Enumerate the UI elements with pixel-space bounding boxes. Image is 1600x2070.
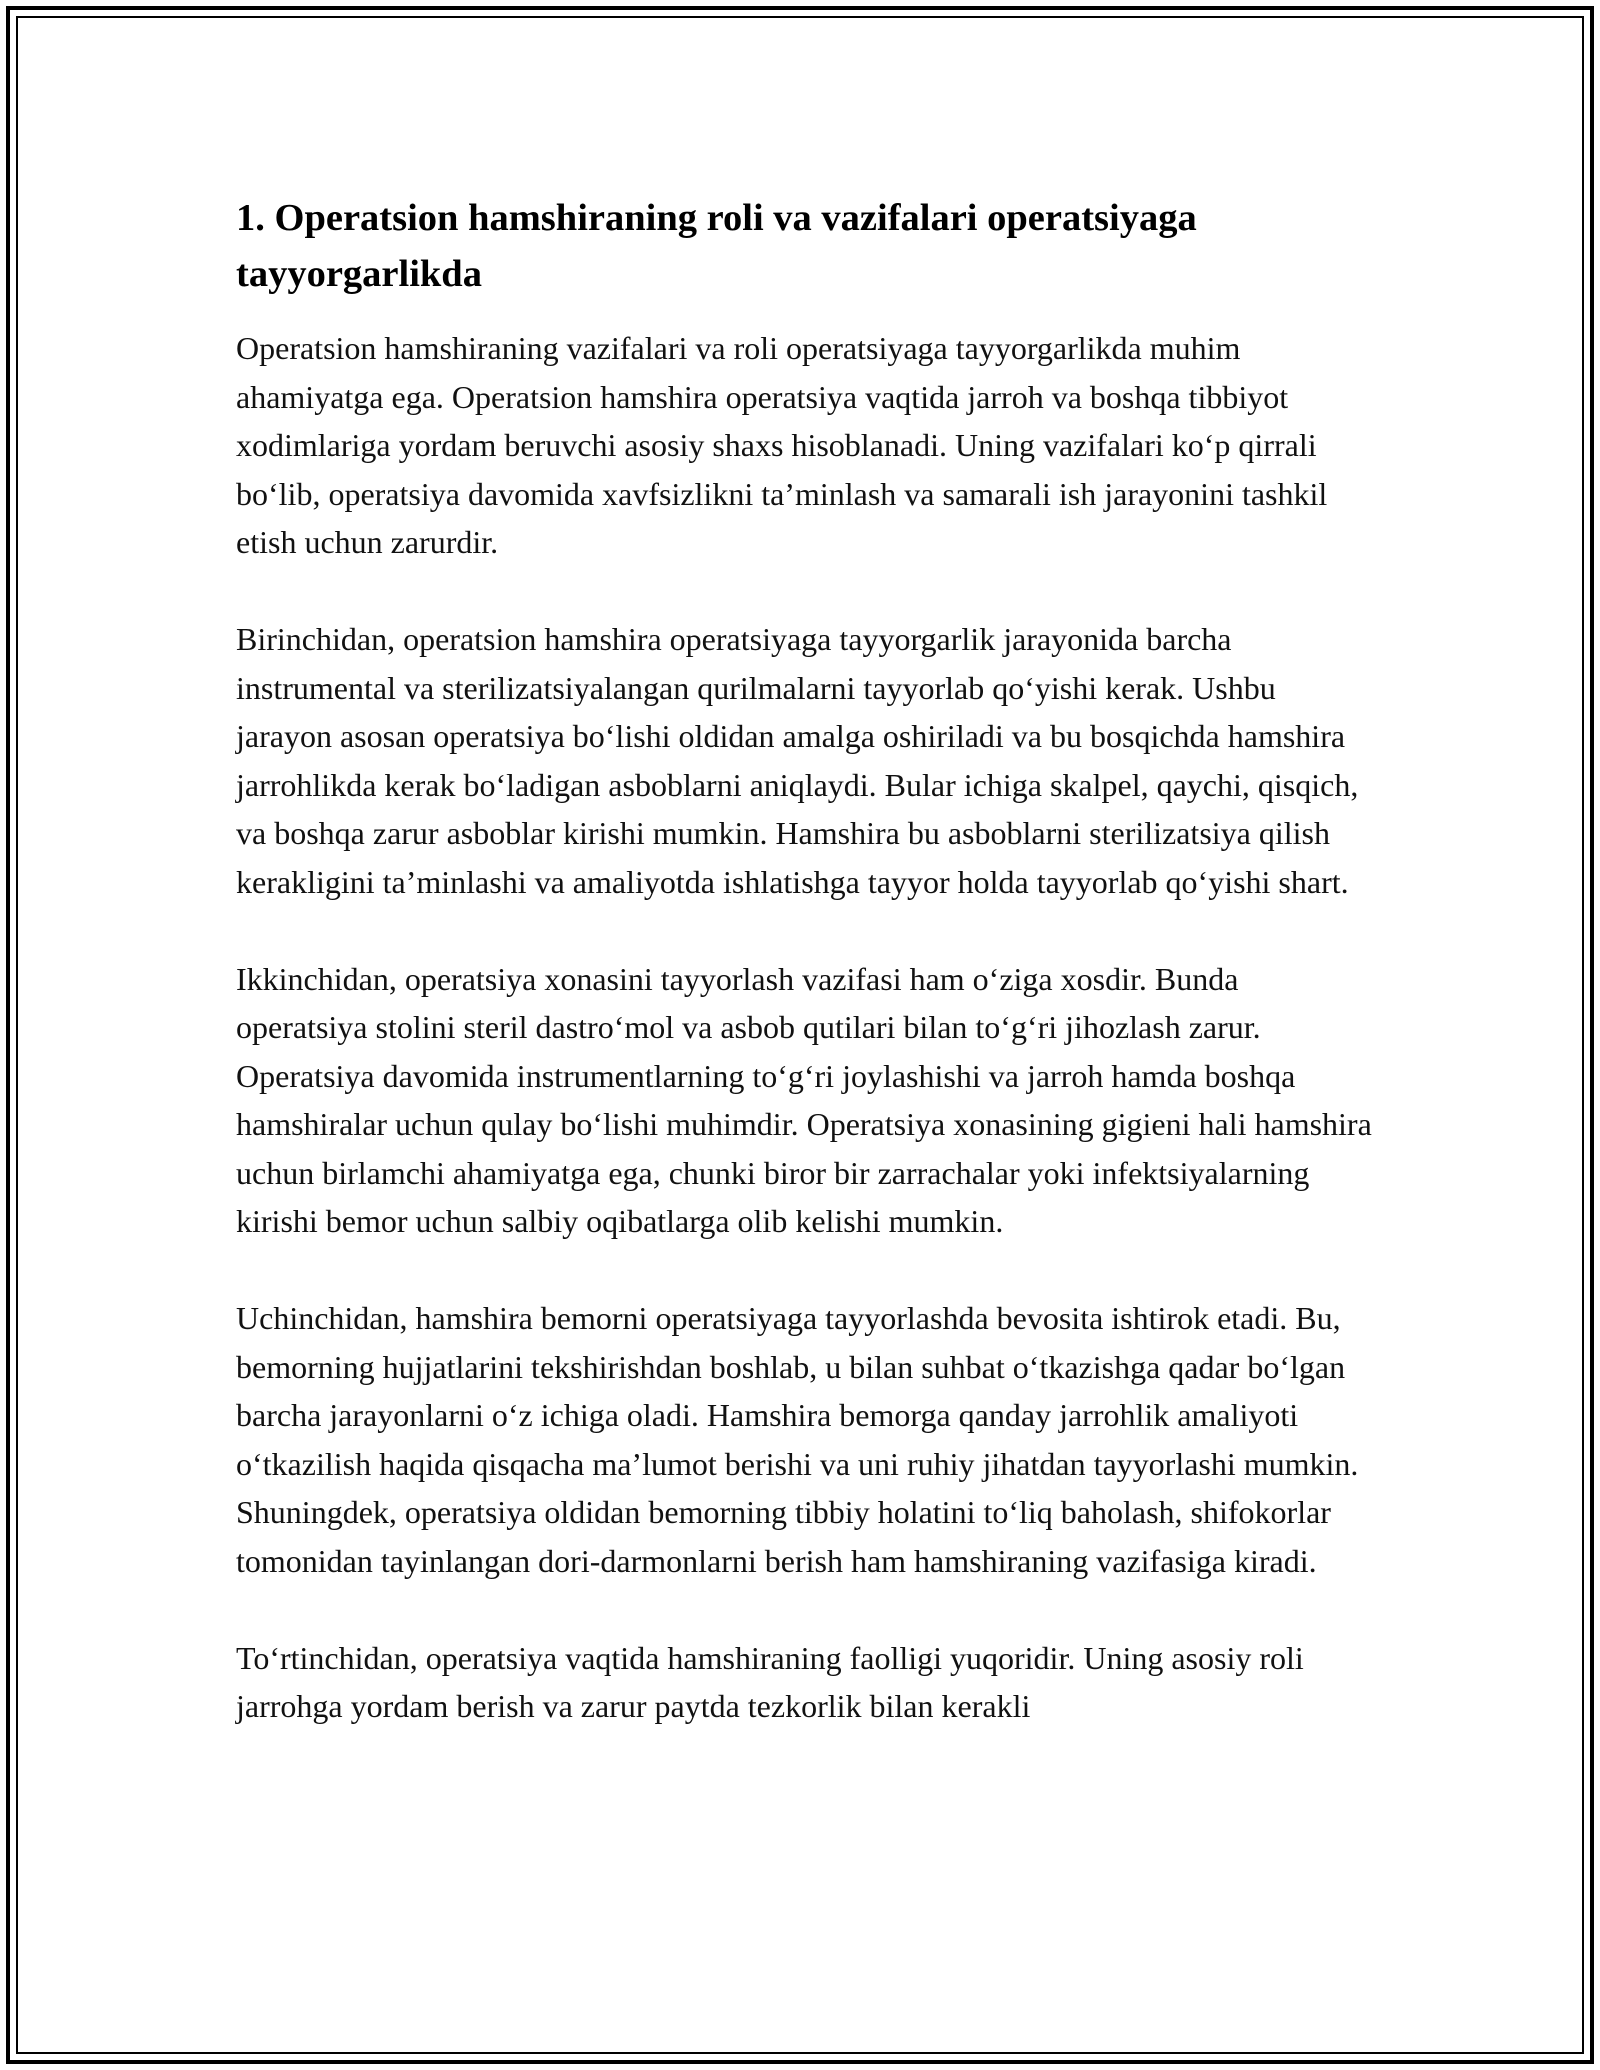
section-heading: 1. Operatsion hamshiraning roli va vazifalari operatsiyaga tayyorgarlikda [236, 197, 1197, 295]
document-body [236, 190, 1376, 1779]
paragraph-intro: Operatsion hamshiraning vazifalari va roli operatsiyaga tayyorgarlikda muhim ahamiyatga ega. Operatsion hamshira operatsiya vaqtida jarroh va boshqa tibbiyot xodimlariga yordam beruvchi asosiy shaxs hisoblanadi. Uning vazifalari ko‘p qirrali bo‘lib, operatsiya davomida xavfsizlikni ta’minlash va samarali ish jarayonini tashkil etish uchun zarurdir. [236, 330, 1328, 560]
paragraph-first: Birinchidan, operatsion hamshira operatsiyaga tayyorgarlik jarayonida barcha instrumental va sterilizatsiyalangan qurilmalarni tayyorlab qo‘yishi kerak. Ushbu jarayon asosan operatsiya bo‘lishi oldidan amalga oshiriladi va bu bosqichda hamshira jarrohlikda kerak bo‘ladigan asboblarni aniqlaydi. Bular ichiga skalpel, qaychi, qisqich, va boshqa zarur asboblar kirishi mumkin. Hamshira bu asboblarni sterilizatsiya qilish kerakligini ta’minlashi va amaliyotda ishlatishga tayyor holda tayyorlab qo‘yishi shart. [236, 621, 1359, 900]
paragraph-second: Ikkinchidan, operatsiya xonasini tayyorlash vazifasi ham o‘ziga xosdir. Bunda operatsiya stolini steril dastro‘mol va asbob qutilari bilan to‘g‘ri jihozlash zarur. Operatsiya davomida instrumentlarning to‘g‘ri joylashishi va jarroh hamda boshqa hamshiralar uchun qulay bo‘lishi muhimdir. Operatsiya xonasining gigieni hali hamshira uchun birlamchi ahamiyatga ega, chunki biror bir zarrachalar yoki infektsiyalarning kirishi bemor uchun salbiy oqibatlarga olib kelishi mumkin. [236, 960, 1372, 1239]
paragraph-third: Uchinchidan, hamshira bemorni operatsiyaga tayyorlashda bevosita ishtirok etadi. Bu, bemorning hujjatlarini tekshirishdan boshlab, u bilan suhbat o‘tkazishga qadar bo‘lgan barcha jarayonlarni o‘z ichiga oladi. Hamshira bemorga qanday jarrohlik amaliyoti o‘tkazilish haqida qisqacha ma’lumot berishi va uni ruhiy jihatdan tayyorlashi mumkin. Shuningdek, operatsiya oldidan bemorning tibbiy holatini to‘liq baholash, shifokorlar tomonidan tayinlangan dori-darmonlarni berish ham hamshiraning vazifasiga kiradi. [236, 1300, 1359, 1579]
paragraph-fourth: To‘rtinchidan, operatsiya vaqtida hamshiraning faolligi yuqoridir. Uning asosiy roli jarrohga yordam berish va zarur paytda tezkorlik bilan kerakli [236, 1639, 1304, 1724]
